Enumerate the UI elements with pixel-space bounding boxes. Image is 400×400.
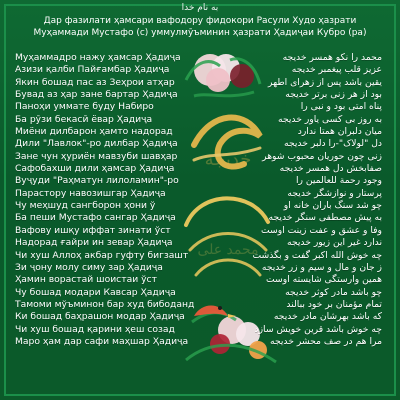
left-line: Бувад аз ҳар зане бартар Ҳадиҷа xyxy=(15,89,178,101)
left-line: Маро ҳам дар сафи маҳшар Ҳадиҷа xyxy=(15,335,189,347)
right-line: صفابخش دل همسر خدیجه xyxy=(279,163,382,175)
left-line: Миёни дилбарон ҳамто надорад xyxy=(15,126,173,138)
right-line: تمام مؤمنان بر خود ببالند xyxy=(286,298,382,310)
left-line: Чи хуш Аллоҳ акбар гуфту бигзашт xyxy=(15,249,189,261)
left-line: Вуҷуди "Раҳматун лилоламин"-ро xyxy=(15,175,179,187)
left-line: Азизи қалби Пайғамбар Ҳадиҷа xyxy=(15,64,170,76)
right-line: پرستار و نوازشگر خدیجه xyxy=(287,187,382,199)
right-line: میان دلبران همتا ندارد xyxy=(297,126,382,138)
right-line: عزیز قلب پیغمبر خدیجه xyxy=(291,64,382,76)
poster-title xyxy=(10,15,390,39)
left-line: Вафову ишқу иффат зинати ўст xyxy=(15,224,171,236)
right-line: مرا هم در صف محشر خدیجه xyxy=(270,335,382,347)
right-line: بود از هر زنی برتر خدیجه xyxy=(285,89,382,101)
right-line: دل "لولاک"-را دلبر خدیجه xyxy=(284,138,382,150)
right-line: چه خوش الله اکبر گفت و بگذشت xyxy=(252,249,382,261)
right-line: همین وارستگی شایسته اوست xyxy=(266,274,382,286)
left-line: Муҳаммадро нажу ҳамсар Ҳадиҷа xyxy=(15,52,181,63)
right-line: چو شد سنگ باران خانه او xyxy=(283,200,382,212)
title-line-2: Муҳаммади Мустафо (с) уммулмӯъминин ҳазрати Ҳадиҷаи Кубро (ра) xyxy=(33,28,367,38)
right-line: چو باشد مادر کوثر خدیجه xyxy=(285,286,382,298)
left-line: Паноҳи уммате буду Набиро xyxy=(15,101,154,113)
left-line: Чу меҳшуд сангборон ҳони ў xyxy=(15,200,156,212)
left-line: Надорад ғайри ин зевар Ҳадиҷа xyxy=(15,237,173,249)
right-line: ز جان و مال و سیم و زر خدیجه xyxy=(261,261,382,273)
right-line: یقین باشد پس از زهرای اطهر xyxy=(268,76,382,88)
left-line: Якин бошад пас аз Зеҳрои атҳар xyxy=(15,76,175,88)
left-line: Ба пеши Мустафо сангар Ҳадиҷа xyxy=(15,212,176,224)
right-line: به پیش مصطفی سنگر خدیجه xyxy=(268,212,382,224)
calligraphy-top-text: خدیجه xyxy=(204,149,252,170)
left-line: Парастору навозишгар Ҳадиҷа xyxy=(15,187,166,199)
right-line: محمد را نکو همسر خدیجه xyxy=(282,52,382,63)
left-line: Чу бошад модари Кавсар Ҳадиҷа xyxy=(15,286,176,298)
left-line: Ки бошад баҳрашон модар Ҳадиҷа xyxy=(15,311,185,323)
calligraphy-middle-text: محمد علی xyxy=(197,242,259,258)
right-poem-column xyxy=(242,52,382,348)
left-line: Чи хуш бошад қарини ҳеш созад xyxy=(15,323,175,335)
left-line: Зи ҷону молу симу зар Ҳадиҷа xyxy=(15,261,163,273)
left-line: Зане чун ҳуриён мавзуби шавҳар xyxy=(15,150,178,162)
right-line: وجود رحمة للعالمین را xyxy=(295,175,382,187)
left-line: Ҳамин ворастай шоистаи ўст xyxy=(15,274,157,286)
left-line: Тамоми мўъминон бар худ бибоданд xyxy=(15,298,195,310)
right-line: زنی چون حوریان محبوب شوهر xyxy=(262,150,382,162)
right-line: پناه امتی بود و نبی را xyxy=(300,101,382,113)
left-poem-column xyxy=(15,52,195,348)
left-line: Дили "Лавлок"-ро дилбар Ҳадиҷа xyxy=(15,138,178,150)
right-line: چه خوش باشد قرین خویش سازد xyxy=(254,323,382,335)
title-line-1: Дар фазилати ҳамсари вафодору фидокори Расули Худо ҳазрати xyxy=(43,16,357,26)
right-line: ندارد غیر این زیور خدیجه xyxy=(287,237,382,249)
left-line: Сафобахши дили ҳамсар Ҳадиҷа xyxy=(15,163,175,175)
right-line: وفا و عشق و عفت زینت اوست xyxy=(260,224,382,236)
invocation-text: به نام خدا xyxy=(181,3,219,13)
right-line: که باشد بهرشان مادر خدیجه xyxy=(273,311,382,323)
right-line: به روز بی کسی یاور خدیجه xyxy=(278,113,382,125)
left-line: Ба рӯзи бекасӣ ёвар Ҳадиҷа xyxy=(15,113,153,125)
